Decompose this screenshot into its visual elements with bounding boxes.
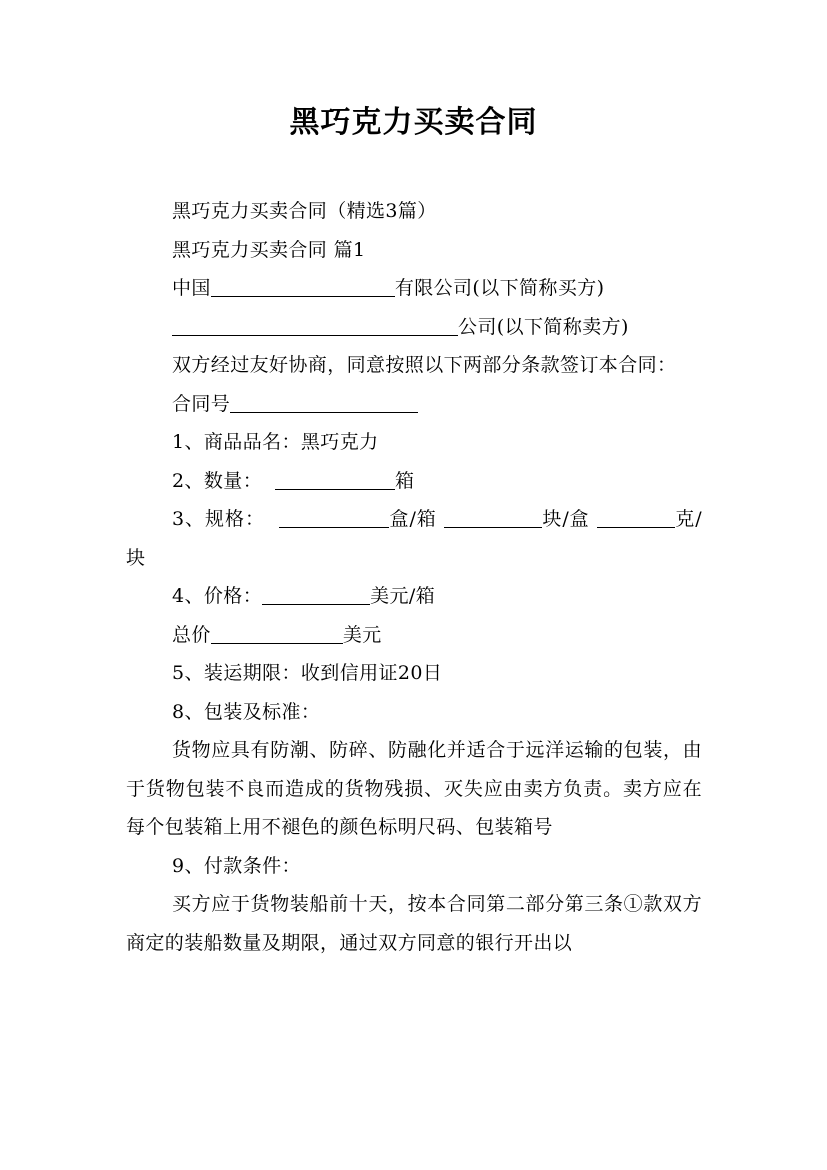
intro-line: 黑巧克力买卖合同（精选3篇） (172, 200, 437, 222)
buyer-prefix: 中国 (172, 277, 211, 299)
item4-unit: 美元/箱 (370, 585, 436, 607)
quantity-blank (275, 469, 395, 490)
item2-line (126, 462, 702, 501)
item9-line: 9、付款条件： (172, 854, 301, 877)
seller-suffix: 公司(以下简称卖方) (458, 315, 629, 338)
buyer-suffix: 有限公司(以下简称买方) (394, 277, 605, 299)
seller-line (126, 308, 702, 347)
item3-line (126, 500, 702, 577)
price-blank (262, 584, 370, 605)
contract-number-blank (230, 392, 418, 413)
item3-unit1: 盒/箱 (388, 508, 437, 530)
contract-number-line (126, 385, 702, 424)
spec-piece-blank (444, 507, 542, 528)
item1-line: 1、商品品名：黑巧克力 (172, 431, 379, 453)
agreement-paragraph: 双方经过友好协商，同意按照以下两部分条款签订本合同： (172, 354, 677, 376)
payment-paragraph: 买方应于货物装船前十天，按本合同第二部分第三条①款双方商定的装船数量及期限，通过双方同意的银行开出以 (126, 893, 702, 954)
item2-label: 2、数量： (172, 469, 263, 492)
packaging-paragraph: 货物应具有防潮、防碎、防融化并适合于远洋运输的包装，由于货物包装不良而造成的货物残损、灭失应由卖方负责。卖方应在每个包装箱上用不褪色的颜色标明尺码、包装箱号 (126, 739, 702, 838)
total-label: 总价 (172, 623, 211, 646)
buyer-line (126, 269, 702, 308)
total-blank (211, 623, 343, 644)
contract-number-label: 合同号 (172, 392, 231, 415)
seller-name-blank (172, 315, 458, 336)
item4-line (126, 577, 702, 616)
part1-heading: 黑巧克力买卖合同 篇1 (172, 238, 366, 261)
document-title: 黑巧克力买卖合同 (289, 105, 538, 140)
item3-label: 3、规格： (172, 508, 265, 530)
document-body (126, 192, 702, 962)
total-line (126, 616, 702, 655)
item4-label: 4、价格： (172, 585, 263, 607)
item8-line: 8、包装及标准： (172, 700, 321, 723)
buyer-name-blank (211, 276, 395, 297)
spec-box-blank (279, 507, 389, 528)
item3-unit3: 克/块 (126, 508, 702, 569)
item5-line: 5、装运期限：收到信用证20日 (172, 662, 443, 684)
item2-unit: 箱 (394, 469, 415, 492)
spec-gram-blank (597, 507, 675, 528)
total-unit: 美元 (342, 623, 382, 646)
item3-unit2: 块/盒 (541, 508, 590, 530)
